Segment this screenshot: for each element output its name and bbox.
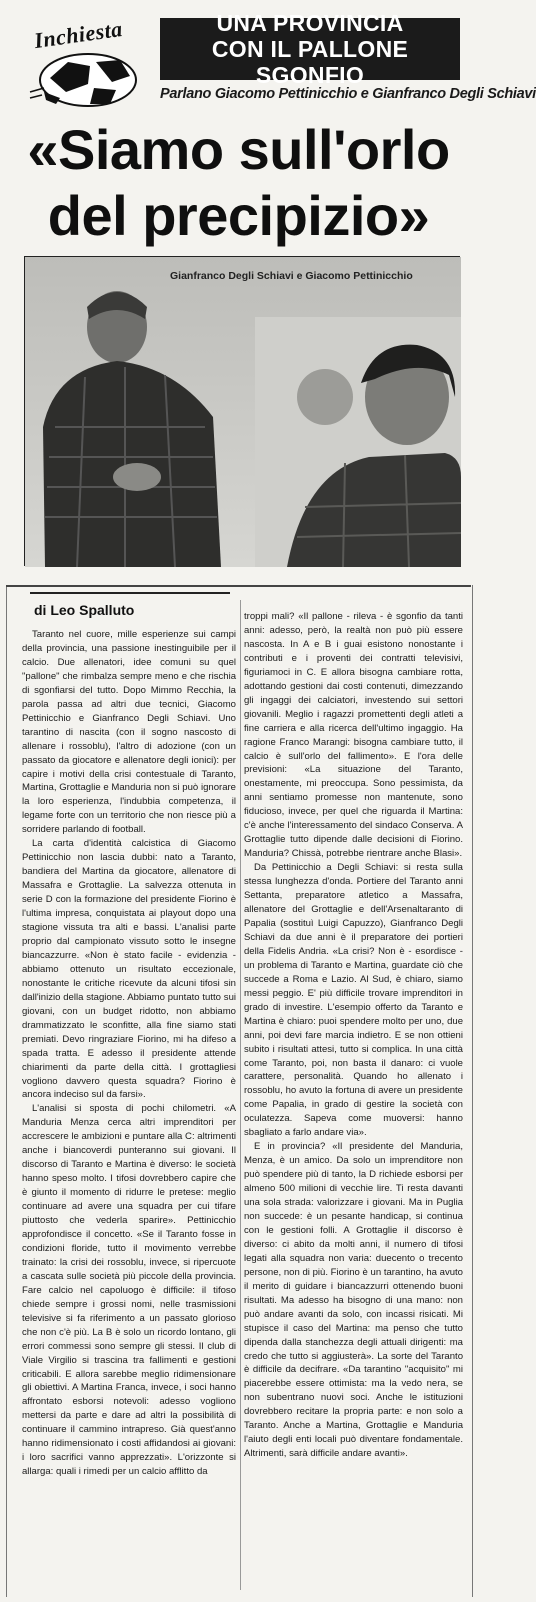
speakers-line: Parlano Giacomo Pettinicchio e Gianfranco Degli Schiavi	[160, 86, 536, 102]
kicker-line-1: UNA PROVINCIA	[216, 10, 404, 36]
football-icon	[30, 48, 138, 108]
col2-paragraph-2: Da Pettinicchio a Degli Schiavi: si resta sulla stessa lunghezza d'onda. Portiere del Taranto anni Settanta, preparatore atletico a Massafra, allenatore del Grottaglie e dell'Arsenaltaranto di Papalia (sostituì Luigi Capuzzo), Gianfranco Degli Schiavi da due anni è il preparatore dei portieri della Fidelis Andria. «La crisi? Non è - esordisce - un problema di Taranto e Martina, guardate ciò che succede a Roma e Lazio. Al Sud, è chiaro, siamo messi peggio. E' più difficile trovare imprenditori in grado di investire. L'esempio offerto da Taranto e Martina è chiaro: puoi spendere molto per uno, due anni, poi devi fare marcia indietro. E se non ottieni subito i risultati attesi, tutto si complica. In una città come Taranto, poi, non basta il danaro: ci vuole carattere, personalità. Quando ho allenato i rossoblu, ho avuto la fortuna di avere un presidente come Papalia, in grado di gestire la società con oculatezza. Sapeva come muoversi: hanno sbagliato a farlo andare via».	[244, 862, 463, 1139]
photo-caption: Gianfranco Degli Schiavi e Giacomo Pettinicchio	[170, 270, 413, 282]
byline: di Leo Spalluto	[34, 602, 135, 618]
section-label: Inchiesta	[32, 15, 125, 54]
section-divider	[6, 585, 471, 587]
col1-paragraph-2: La carta d'identità calcistica di Giacomo Pettinicchio non lascia dubbi: nato a Taranto, bandiera del Martina da giocatore, allenatore di Massafra e Grottaglie. La salvezza ottenuta in serie D con la formazione del presidente Fiorino è l'ultima impresa, conquistata ai playout dopo una stagione vissuta tra alti e bassi. L'analisi parte proprio dal campionato vissuto sotto le insegne biancazzurre. «Non è stato facile - evidenzia - abbiamo ottenuto un risultato eccezionale, nonostante le critiche ricevute da alcuni tifosi sin dall'inizio della stagione. Abbiamo puntato tutto sui giovani, con un budget ridotto, non abbiamo drammatizzato le sconfitte, alla fine siamo stati premiati. Devo ringraziare Fiorino, mi ha difeso a spada tratta. E adesso il presidente attende chiarimenti da parte della città. I grottagliesi vogliono davvero questa squadra? Fiorino è ancora indeciso sul da farsi».	[22, 838, 236, 1101]
kicker-box	[160, 10, 460, 88]
col2-paragraph-3: E in provincia? «Il presidente del Manduria, Menza, è un amico. Da solo un imprenditore non può spendere più di tanto, la D richiede esborsi per almeno 500 milioni di vecchie lire. Ti resta davanti una sola strada: valorizzare i giovani. Ma in Puglia non succede: è un pesante handicap, si continua con le gestioni folli. A Grottaglie il discorso è diverso: ci abito da molti anni, il numero di tifosi legati alla squadra non varia: duecento o trecento persone, non di più. Fiorino è un tarantino, ha avuto il merito di guidare i biancazzurri ottenendo buoni risultati. Ma adesso ha bisogno di una mano: non può andare avanti da solo, con incassi risicati. Mi stupisce il caso del Martina: ma penso che tutto dipenda dalla stanchezza degli attuali dirigenti: ma credo che tutto si aggiusterà». La sorte del Taranto è difficile da decifrare. «Da tarantino "acquisito" mi piacerebbe essere ottimista: ma la vedo nera, se non subentrano nuovi soci. Anche le istituzioni dovrebbero recitare la propria parte: e non solo a Taranto. Anche a Martina, Grottaglie e Manduria l'aiuto degli enti locali può diventare fondamentale. Altrimenti, sarà difficile andare avanti».	[244, 1141, 463, 1460]
col1-paragraph-1: Taranto nel cuore, mille esperienze sui campi della provincia, una passione inestinguibile per il calcio. Due allenatori, idee comuni su quel "pallone" che rimbalza sempre meno e che rischia di sgonfiarsi del tutto. Dopo Mimmo Recchia, la parola passa ad altri due tecnici, Giacomo Pettinicchio e Gianfranco Degli Schiavi. Uno tarantino di nascita (con il sogno nascosto di allenare i rossoblu), l'altro di adozione (con un passato da giocatore e allenatore degli ionici): per capire i motivi della crisi contestuale di Taranto, Martina, Grottaglie e Manduria non si può ignorare la loro esperienza, l'indubbia competenza, il legame forte con un territorio che non riesce più a sorridere parlando di football.	[22, 629, 236, 836]
article-column-1	[22, 628, 236, 1593]
photo-illustration	[25, 257, 461, 567]
article-column-2	[244, 610, 463, 1595]
kicker-line-2: CON IL PALLONE SGONFIO	[211, 36, 409, 88]
col1-paragraph-3: L'analisi si sposta di pochi chilometri. «A Manduria Menza cerca altri imprenditori per accrescere le ambizioni e puntare alla C: altrimenti anche i biancoverdi punteranno sui giovani. Il discorso di Taranto e Martina è diverso: le società hanno speso molto. I tifosi dovrebbero capire che è giunto il momento di ridurre le pretese: meglio continuare ad avere una squadra per cui tifare piuttosto che vederla sparire». Pettinicchio approfondisce il concetto. «Se il Taranto fosse in condizioni floride, tutto il movimento verrebbe trainato: la crisi dei rossoblu, invece, si ripercuote a cascata sulle società più piccole della provincia. Fare calcio nel capoluogo è difficile: il tifoso chiede sempre i grossi nomi, nelle trasmissioni televisive si fa riferimento a un passato glorioso che non c'è più. La B è solo un ricordo lontano, gli errori commessi sono sempre gli stessi. Il club di Viale Virgilio si trascina tra fallimenti e gestioni criticabili. E allora sarebbe meglio ridimensionare gli obiettivi. A Martina Franca, invece, i soci hanno affrontato esborsi notevoli: adesso vogliono mettersi da parte e dare ad altri la possibilità di continuare il cammino intrapreso. Già quest'anno hanno ridimensionato i costi affidandosi ai giovani: i loro sacrifici vanno apprezzati». L'orizzonte si allarga: quali i rimedi per un calcio afflitto da	[22, 1103, 236, 1478]
headline-line-1: «Siamo sull'orlo	[27, 118, 450, 181]
column-rule	[240, 600, 241, 1590]
article-photo	[24, 256, 460, 566]
headline-line-2: del precipizio»	[47, 184, 430, 247]
inchiesta-logo	[20, 16, 150, 110]
col2-paragraph-1: troppi mali? «Il pallone - rileva - è sgonfio da tanti anni: adesso, però, la realtà non può più essere nascosta. In A e B i guai esistono nonostante i contributi e i proventi dei contratti televisivi, figuriamoci in C. E allora bisogna cambiare rotta, adottando gestioni dai costi contenuti, dimezzando gli ingaggi dei calciatori, investendo sui settori giovanili. Meglio i ragazzi promettenti degli atleti a fine carriera e alla ricerca dell'ultimo ingaggio. Ha ragione Franco Marangi: bisogna cambiare tutto, il calcio è sull'orlo del fallimento». E l'ora delle previsioni: «La situazione del Taranto, onestamente, mi preoccupa. Sono pessimista, da anni sentiamo promesse non mantenute, sono fiducioso, invece, per quel che riguarda il Martina: c'è anche l'interessamento del sindaco Conserva. A Grottaglie tutto dipende dalle decisioni di Fiorino. Manduria? Chissà, potrebbe rientrare anche Blasi».	[244, 611, 463, 860]
byline-rule	[30, 592, 230, 594]
